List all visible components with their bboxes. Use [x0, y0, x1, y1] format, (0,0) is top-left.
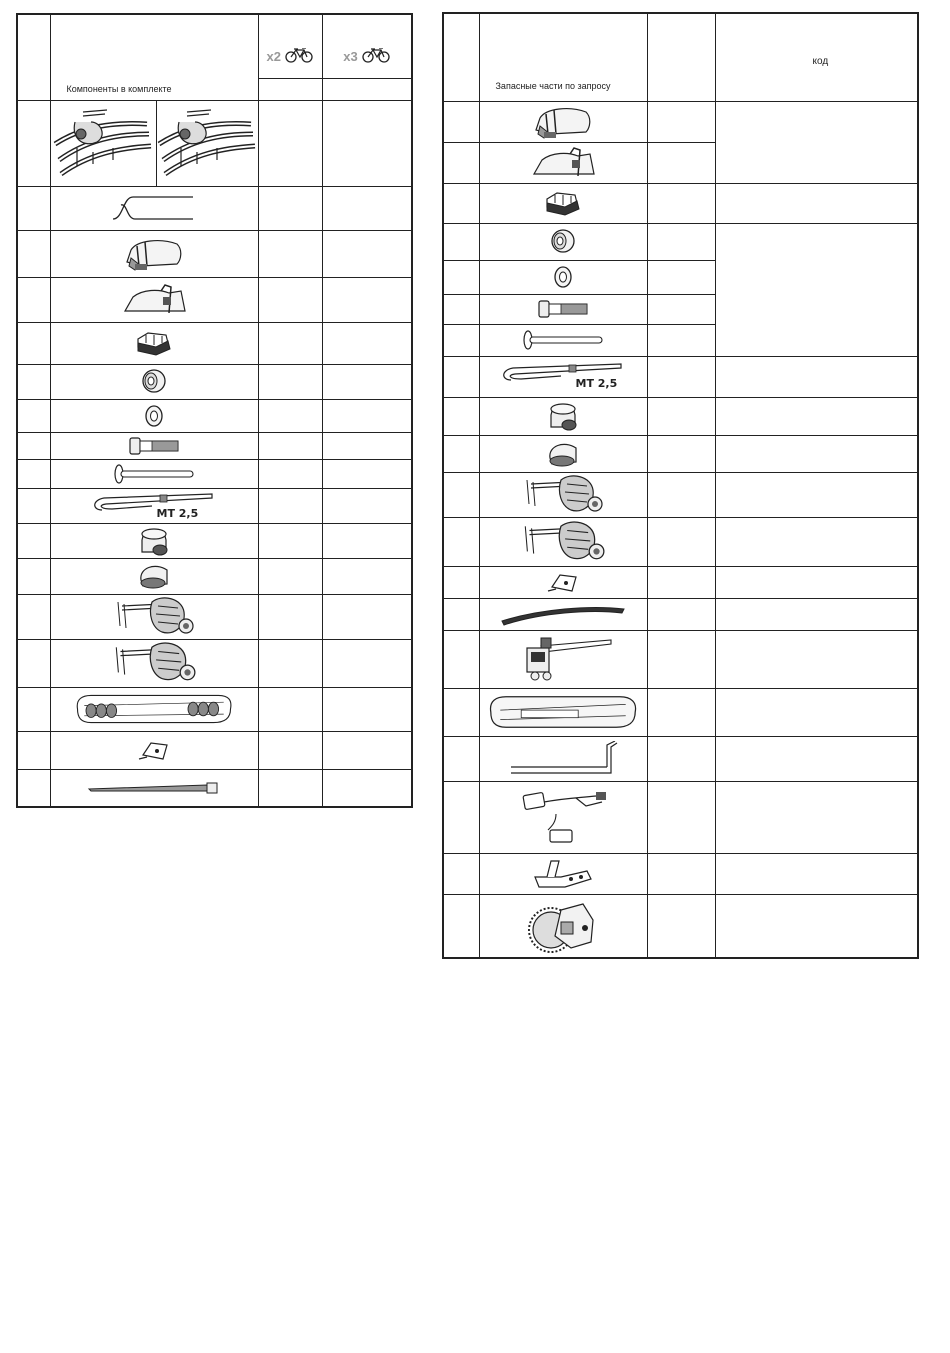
table-row	[443, 101, 918, 142]
table-row	[17, 594, 412, 639]
table-row	[17, 399, 412, 432]
x3-header-cell	[322, 14, 412, 78]
strap-size-label: MT 2,5	[156, 506, 199, 520]
clip-bracket-icon	[546, 569, 580, 595]
cap-icon	[546, 440, 580, 468]
components-header-cell	[50, 14, 258, 100]
u-bracket-icon	[113, 193, 195, 223]
included-components-table	[16, 13, 413, 808]
wheel-holder-rear-icon	[119, 283, 189, 317]
pin-icon	[113, 463, 195, 485]
table-row	[443, 894, 918, 958]
table-row	[17, 459, 412, 488]
table-row	[443, 781, 918, 853]
light-board-icon	[74, 692, 234, 726]
table-row	[17, 639, 412, 687]
bicycle-icon	[285, 48, 313, 64]
table-row	[17, 432, 412, 459]
table-row	[443, 736, 918, 781]
strap-size-label: MT 2,5	[575, 376, 618, 390]
lock-lever-icon	[511, 636, 615, 682]
index-header-cell	[443, 13, 479, 101]
washer-icon	[553, 266, 573, 288]
table-row	[17, 558, 412, 594]
table-row	[443, 183, 918, 223]
table-row	[17, 731, 412, 769]
wiring-icon	[516, 788, 610, 846]
table-row	[17, 488, 412, 523]
table-row	[17, 322, 412, 364]
frame-holder-large-icon	[507, 520, 619, 564]
clip-bracket-icon	[137, 737, 171, 763]
frame-holder-small-icon	[521, 474, 605, 516]
index-header-cell	[17, 14, 50, 100]
table-row	[17, 186, 412, 230]
table-row	[443, 223, 918, 260]
nut-icon	[548, 228, 578, 256]
x3-label: x3	[343, 48, 358, 64]
roof-rail-assembly-icon	[157, 108, 257, 178]
x2-header-cell	[258, 14, 322, 78]
bolt-icon	[537, 299, 589, 319]
code-header-label: код	[812, 56, 829, 67]
roof-rail-assembly-icon	[53, 108, 153, 178]
light-board-icon	[485, 693, 641, 731]
wheel-holder-front-icon	[121, 236, 187, 272]
wheel-holder-rear-icon	[528, 146, 598, 180]
spare-parts-header-title: Запасные части по запросу	[495, 80, 611, 91]
components-header-title: Компоненты в комплекте	[66, 83, 172, 94]
strap-clip-icon	[543, 189, 583, 217]
table-row	[17, 769, 412, 807]
knob-icon	[543, 401, 583, 431]
table-row	[443, 688, 918, 736]
wheel-hinge-icon	[525, 896, 601, 956]
table-row	[443, 566, 918, 598]
code-header-cell	[715, 13, 918, 101]
table-row	[443, 472, 918, 517]
spare-parts-table	[442, 12, 919, 959]
table-row	[17, 364, 412, 399]
frame-holder-small-icon	[112, 596, 196, 638]
table-row	[443, 853, 918, 894]
table-row	[17, 523, 412, 558]
pin-icon	[522, 329, 604, 351]
cap-icon	[137, 562, 171, 590]
cable-tie-icon	[87, 779, 221, 797]
table-row	[443, 598, 918, 630]
knob-icon	[134, 526, 174, 556]
table-row	[17, 687, 412, 731]
mount-plate-icon	[531, 857, 595, 891]
table-row	[443, 356, 918, 397]
wheel-holder-front-icon	[530, 104, 596, 140]
table-row	[17, 277, 412, 322]
nut-icon	[139, 368, 169, 396]
table-row	[443, 517, 918, 566]
table-row	[17, 230, 412, 277]
rail-rod-icon	[507, 741, 619, 777]
frame-holder-large-icon	[98, 641, 210, 685]
bolt-icon	[128, 436, 180, 456]
table-row	[17, 100, 412, 186]
table-row	[443, 435, 918, 472]
bicycle-icon	[362, 48, 390, 64]
washer-icon	[144, 405, 164, 427]
spare-parts-header-cell	[479, 13, 647, 101]
strap-clip-icon	[134, 329, 174, 357]
table-row	[443, 630, 918, 688]
rubber-strip-icon	[500, 601, 626, 627]
table-row	[443, 397, 918, 435]
x2-label: x2	[266, 48, 281, 64]
